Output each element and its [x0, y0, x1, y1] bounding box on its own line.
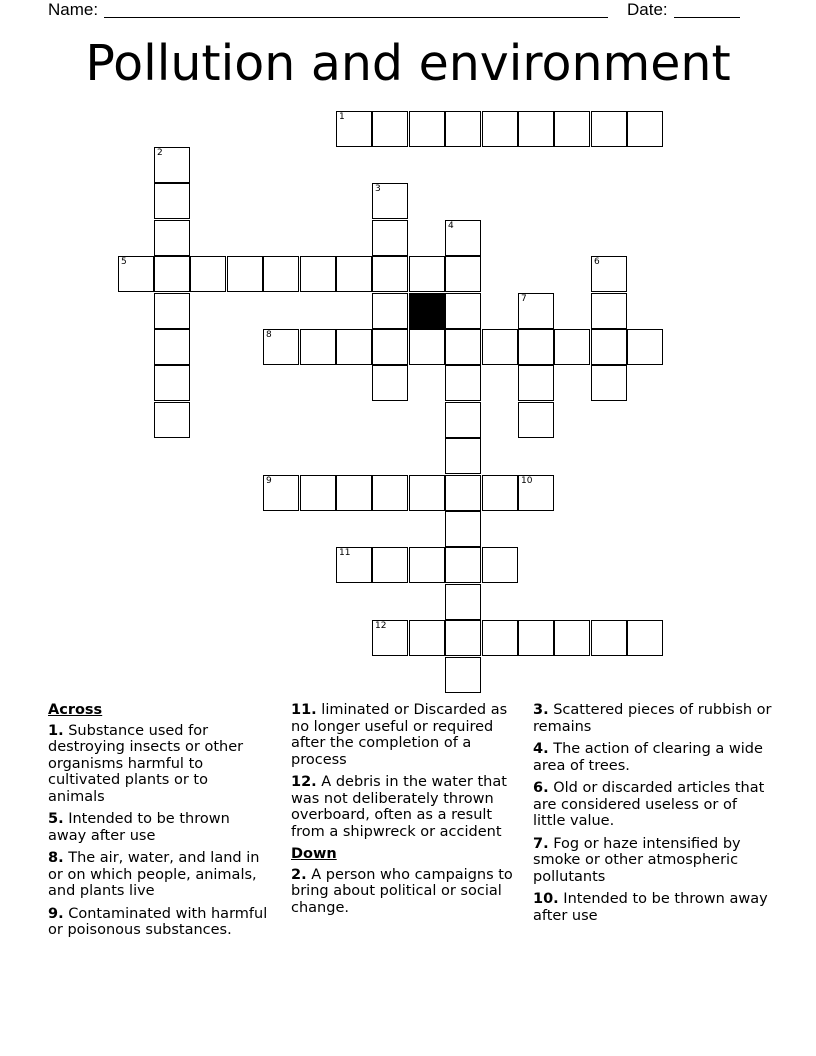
clue-down-6: [533, 780, 773, 830]
clue-number-label: 6: [594, 257, 600, 267]
clue-number: 10.: [533, 891, 559, 907]
grid-cell[interactable]: [154, 365, 190, 401]
clue-number: 3.: [533, 702, 549, 718]
name-label: Name:: [48, 0, 99, 19]
grid-cell[interactable]: [190, 256, 226, 292]
grid-cell[interactable]: [627, 111, 663, 147]
clue-number-label: 3: [375, 184, 381, 194]
grid-cell[interactable]: [409, 475, 445, 511]
clue-number: 11.: [291, 702, 317, 718]
date-label: Date:: [627, 0, 668, 19]
grid-cell[interactable]: [409, 620, 445, 656]
clue-text: Old or discarded articles that are considered useless or of little value.: [533, 780, 765, 829]
grid-cell[interactable]: [336, 547, 372, 583]
grid-cell[interactable]: [482, 329, 518, 365]
grid-cell[interactable]: [591, 329, 627, 365]
clue-text: Fog or haze intensified by smoke or other atmospheric pollutants: [533, 835, 741, 885]
grid-cell[interactable]: [482, 475, 518, 511]
grid-cell[interactable]: [591, 111, 627, 147]
grid-cell[interactable]: [445, 329, 481, 365]
clue-text: Scattered pieces of rubbish or remains: [533, 702, 772, 735]
clue-text: The action of clearing a wide area of trees.: [533, 741, 763, 774]
grid-cell[interactable]: [591, 365, 627, 401]
clue-down-7: [533, 836, 773, 886]
clue-text: liminated or Discarded as no longer useful or required after the completion of a process: [291, 702, 508, 768]
grid-cell[interactable]: [445, 475, 481, 511]
grid-cell[interactable]: [518, 402, 554, 438]
grid-cell[interactable]: [154, 402, 190, 438]
clue-number: 1.: [48, 722, 64, 739]
clue-column-1: [48, 702, 268, 945]
grid-cell[interactable]: [445, 365, 481, 401]
grid-cell[interactable]: [518, 365, 554, 401]
clue-column-3: [533, 702, 773, 930]
clue-across-11: [291, 702, 523, 768]
grid-cell[interactable]: [591, 256, 627, 292]
clue-text: Contaminated with harmful or poisonous substances.: [48, 905, 268, 938]
grid-cell[interactable]: [372, 256, 408, 292]
grid-cell[interactable]: [154, 147, 190, 183]
clue-number-label: 4: [448, 221, 454, 231]
grid-cell[interactable]: [445, 511, 481, 547]
grid-cell[interactable]: [372, 475, 408, 511]
grid-cell[interactable]: [554, 620, 590, 656]
grid-cell[interactable]: [372, 329, 408, 365]
clue-number-label: 1: [339, 112, 345, 122]
grid-cell[interactable]: [518, 111, 554, 147]
grid-cell[interactable]: [154, 183, 190, 219]
grid-cell[interactable]: [445, 438, 481, 474]
clue-number: 7.: [533, 835, 549, 852]
clue-across-12: [291, 774, 523, 840]
clue-across-9: [48, 906, 268, 939]
grid-cell[interactable]: [445, 402, 481, 438]
grid-cell[interactable]: [227, 256, 263, 292]
grid-cell[interactable]: [445, 584, 481, 620]
puzzle-title: Pollution and environment: [85, 35, 731, 92]
grid-cell[interactable]: [409, 111, 445, 147]
clue-number-label: 11: [339, 548, 351, 558]
grid-cell[interactable]: [627, 620, 663, 656]
clue-number-label: 9: [266, 476, 272, 486]
grid-cell[interactable]: [263, 475, 299, 511]
clue-number: 6.: [533, 780, 549, 796]
grid-cell[interactable]: [518, 620, 554, 656]
clue-down-10: [533, 891, 773, 924]
grid-cell[interactable]: [154, 293, 190, 329]
grid-cell[interactable]: [591, 293, 627, 329]
clue-number: 4.: [533, 741, 549, 757]
grid-cell[interactable]: [336, 111, 372, 147]
grid-cell[interactable]: [372, 620, 408, 656]
grid-cell[interactable]: [372, 220, 408, 256]
grid-cell[interactable]: [445, 220, 481, 256]
grid-cell[interactable]: [118, 256, 154, 292]
grid-cell[interactable]: [154, 329, 190, 365]
grid-cell[interactable]: [554, 111, 590, 147]
grid-cell[interactable]: [518, 329, 554, 365]
grid-cell[interactable]: [336, 329, 372, 365]
grid-cell[interactable]: [445, 293, 481, 329]
grid-cell[interactable]: [336, 256, 372, 292]
grid-cell[interactable]: [336, 475, 372, 511]
clue-number: 2.: [291, 866, 307, 883]
grid-cell[interactable]: [372, 111, 408, 147]
clue-number-label: 7: [521, 294, 527, 304]
clue-down-2: [291, 867, 523, 917]
grid-cell[interactable]: [372, 293, 408, 329]
across-heading: Across: [48, 702, 103, 718]
grid-cell[interactable]: [372, 183, 408, 219]
grid-cell[interactable]: [591, 620, 627, 656]
grid-cell[interactable]: [300, 329, 336, 365]
clue-down-3: [533, 702, 773, 735]
grid-cell[interactable]: [445, 256, 481, 292]
clue-number-label: 12: [375, 621, 387, 631]
grid-cell[interactable]: [482, 111, 518, 147]
grid-cell[interactable]: [445, 547, 481, 583]
grid-cell[interactable]: [445, 620, 481, 656]
grid-cell[interactable]: [518, 293, 554, 329]
clue-text: Intended to be thrown away after use: [48, 811, 230, 844]
grid-cell[interactable]: [263, 329, 299, 365]
grid-cell[interactable]: [154, 220, 190, 256]
clue-text: A person who campaigns to bring about political or social change.: [291, 866, 513, 916]
grid-cell[interactable]: [409, 256, 445, 292]
clue-text: Intended to be thrown away after use: [533, 891, 768, 924]
grid-cell[interactable]: [409, 329, 445, 365]
down-heading: Down: [291, 846, 337, 862]
grid-cell[interactable]: [300, 475, 336, 511]
grid-cell[interactable]: [554, 329, 590, 365]
clue-number-label: 10: [521, 476, 533, 486]
clue-number-label: 5: [121, 257, 127, 267]
grid-cell[interactable]: [263, 256, 299, 292]
clue-across-8: [48, 850, 268, 900]
grid-cell[interactable]: [482, 620, 518, 656]
clue-text: A debris in the water that was not deliberately thrown overboard, often as a result from a shipwreck or accident: [291, 774, 507, 840]
clue-text: Substance used for destroying insects or other organisms harmful to cultivated plants or to animals: [48, 722, 244, 805]
clue-down-4: [533, 741, 773, 774]
grid-cell[interactable]: [482, 547, 518, 583]
clue-across-5: [48, 811, 268, 844]
grid-cell[interactable]: [372, 365, 408, 401]
clue-number: 5.: [48, 811, 64, 827]
grid-cell[interactable]: [445, 657, 481, 693]
clue-number: 12.: [291, 774, 317, 790]
clue-number-label: 2: [157, 148, 163, 158]
grid-cell[interactable]: [627, 329, 663, 365]
black-cell: [409, 293, 445, 329]
clue-number: 8.: [48, 850, 64, 866]
grid-cell[interactable]: [445, 111, 481, 147]
clue-column-2: [291, 702, 523, 922]
clue-text: The air, water, and land in or on which people, animals, and plants live: [48, 850, 260, 899]
grid-cell[interactable]: [300, 256, 336, 292]
clue-across-1: [48, 723, 268, 806]
grid-cell[interactable]: [372, 547, 408, 583]
grid-cell[interactable]: [154, 256, 190, 292]
clue-number: 9.: [48, 905, 64, 922]
grid-cell[interactable]: [518, 475, 554, 511]
clue-number-label: 8: [266, 330, 272, 340]
grid-cell[interactable]: [409, 547, 445, 583]
